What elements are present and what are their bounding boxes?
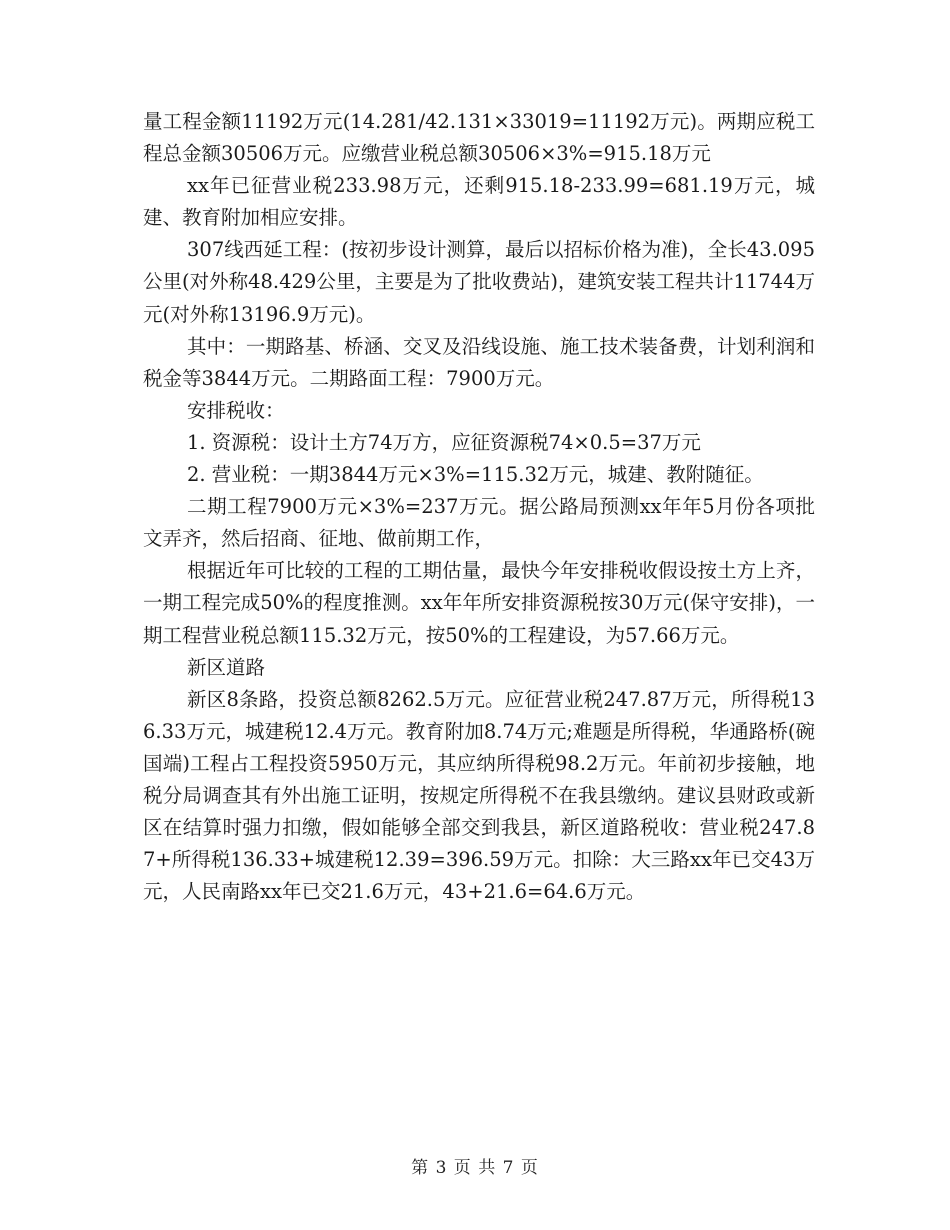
paragraph-route-307: 307线西延工程：(按初步设计测算，最后以招标价格为准)，全长43.095公里(对外称48.429公里，主要是为了批收费站)，建筑安装工程共计11744万元(对外称13196.9万元)。 (143, 238, 815, 326)
paragraph-tax-arrangement-heading: 安排税收： (187, 398, 285, 422)
paragraph-continuation: 量工程金额11192万元(14.281/42.131×33019=11192万元)。两期应税工程总金额30506万元。应缴营业税总额30506×3%=915.18万元 (143, 110, 815, 166)
paragraph-business-tax-collected: xx年已征营业税233.98万元，还剩915.18-233.99=681.19万元，城建、教育附加相应安排。 (143, 174, 815, 230)
list-item-resource-tax: 1. 资源税：设计土方74万方，应征资源税74×0.5=37万元 (187, 430, 701, 454)
document-body (143, 106, 815, 908)
paragraph-phases: 其中：一期路基、桥涵、交叉及沿线设施、施工技术装备费，计划利润和税金等3844万元。二期路面工程：7900万元。 (143, 334, 815, 390)
paragraph-schedule-estimate: 根据近年可比较的工程的工期估量，最快今年安排税收假设按土方上齐，一期工程完成50%的程度推测。xx年年所安排资源税按30万元(保守安排)，一期工程营业税总额115.32万元，按50%的工程建设，为57.66万元。 (143, 559, 815, 647)
paragraph-phase-two: 二期工程7900万元×3%=237万元。据公路局预测xx年年5月份各项批文弄齐，然后招商、征地、做前期工作， (143, 495, 815, 551)
list-item-business-tax: 2. 营业税：一期3844万元×3%=115.32万元，城建、教附随征。 (187, 463, 764, 487)
section-heading-new-district-roads: 新区道路 (187, 655, 266, 679)
page-footer: 第 3 页 共 7 页 (411, 1158, 539, 1178)
paragraph-new-district-roads: 新区8条路，投资总额8262.5万元。应征营业税247.87万元，所得税136.33万元，城建税12.4万元。教育附加8.74万元;难题是所得税，华通路桥(碗国端)工程占工程投资5950万元，其应纳所得税98.2万元。年前初步接触，地税分局调查其有外出施工证明，按规定所得税不在我县缴纳。建议县财政或新区在结算时强力扣缴，假如能够全部交到我县，新区道路税收：营业税247.87+所得税136.33+城建税12.39=396.59万元。扣除：大三路xx年已交43万元，人民南路xx年已交21.6万元，43+21.6=64.6万元。 (143, 687, 815, 904)
